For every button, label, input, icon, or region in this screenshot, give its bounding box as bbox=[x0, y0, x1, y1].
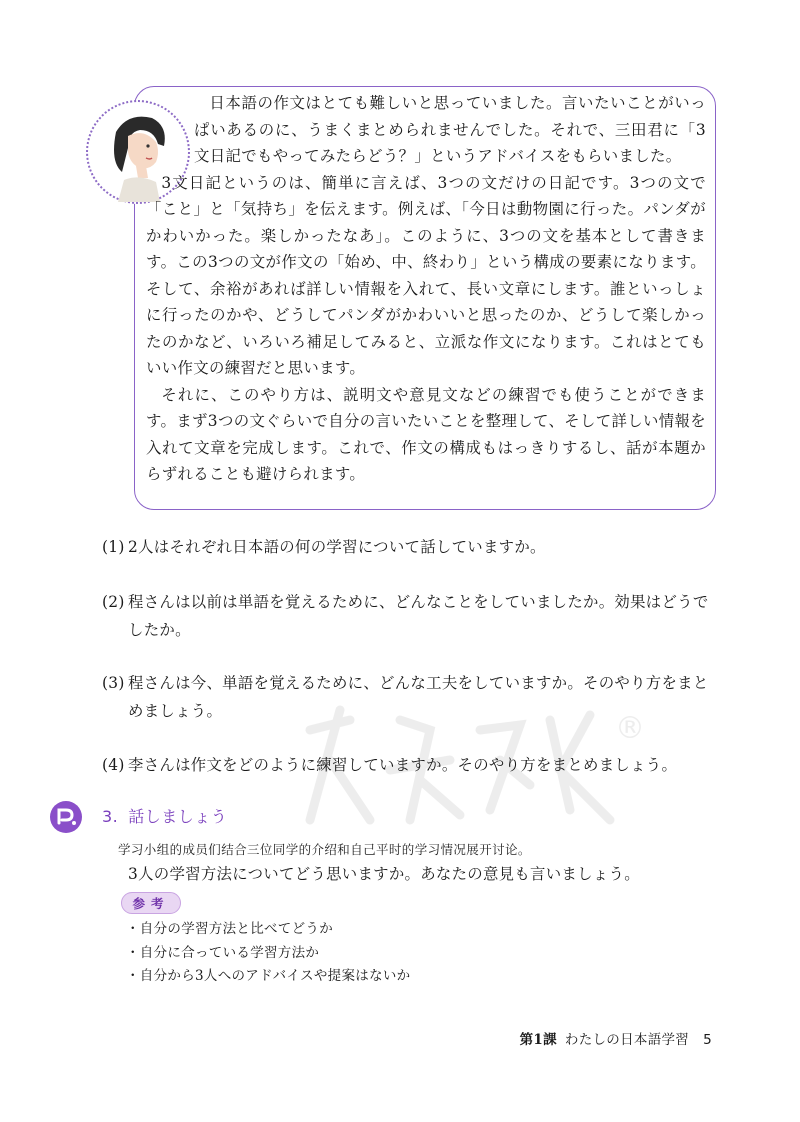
instruction-japanese: 3人の学習方法についてどう思いますか。あなたの意見も言いましょう。 bbox=[128, 865, 640, 883]
instruction-chinese: 学习小组的成员们结合三位同学的介绍和自己平时的学习情况展开讨论。 bbox=[118, 842, 531, 857]
question-text: 程さんは今、単語を覚えるために、どんな工夫をしていますか。そのやり方をまとめましょう。 bbox=[128, 674, 709, 720]
reference-item: ・自分に合っている学習方法か bbox=[126, 944, 320, 961]
passage-paragraph: 日本語の作文はとても難しいと思っていました。言いたいことがいっぱいあるのに、うまくまとめられませんでした。それで、三田君に「3文日記でもやってみたらどう？」というアドバイスをもらいました。 bbox=[194, 94, 706, 165]
footer-chapter: 第1課 bbox=[519, 1032, 557, 1048]
passage-paragraph: 3文日記というのは、簡単に言えば、3つの文だけの日記です。3つの文で「こと」と「気持ち」を伝えます。例えば、「今日は動物園に行った。パンダがかわいかった。楽しかったなあ」。このように、3つの文を基本として書きます。この3つの文が作文の「始め、中、終わり」という構成の要素になります。そして、余裕があれば詳しい情報を入れて、長い文章にします。誰といっしょに行ったのかや、どうしてパンダがかわいいと思ったのか、どうして楽しかったのかなど、いろいろ補足してみると、立派な作文になります。これはとてもいい作文の練習だと思います。 bbox=[146, 173, 706, 377]
question-text: 李さんは作文をどのように練習していますか。そのやり方をまとめましょう。 bbox=[128, 756, 678, 774]
section-title bbox=[102, 804, 227, 827]
passage-paragraph: それに、このやり方は、説明文や意見文などの練習でも使うことができます。まず3つの文ぐらいで自分の言いたいことを整理して、そして詳しい情報を入れて文章を完成します。これで、作文の構成もはっきりするし、話が本題からずれることも避けられます。 bbox=[146, 385, 706, 483]
question-2 bbox=[102, 588, 722, 644]
question-number: (3) bbox=[102, 674, 125, 692]
page-footer bbox=[520, 1028, 712, 1048]
section-heading: 話しましょう bbox=[128, 807, 228, 826]
question-text: 程さんは以前は単語を覚えるために、どんなことをしていましたか。効果はどうでしたか。 bbox=[128, 593, 709, 639]
question-number: (2) bbox=[102, 593, 125, 611]
registered-mark: ® bbox=[615, 711, 645, 746]
reference-item: ・自分の学習方法と比べてどうか bbox=[126, 921, 333, 937]
reference-item: ・自分から3人へのアドバイスや提案はないか bbox=[126, 968, 411, 984]
question-number: (1) bbox=[102, 538, 125, 556]
passage-text bbox=[146, 90, 706, 488]
question-1 bbox=[102, 533, 722, 561]
question-3 bbox=[102, 669, 722, 725]
question-4 bbox=[102, 751, 722, 779]
section-number: 3. bbox=[102, 807, 119, 826]
page-number: 5 bbox=[703, 1032, 712, 1048]
footer-title: わたしの日本語学習 bbox=[564, 1032, 690, 1048]
reference-list bbox=[126, 918, 410, 989]
reference-badge: 参考 bbox=[121, 892, 181, 914]
speaking-section-icon bbox=[50, 801, 82, 833]
question-number: (4) bbox=[102, 756, 125, 774]
question-text: 2人はそれぞれ日本語の何の学習について話していますか。 bbox=[128, 538, 546, 556]
